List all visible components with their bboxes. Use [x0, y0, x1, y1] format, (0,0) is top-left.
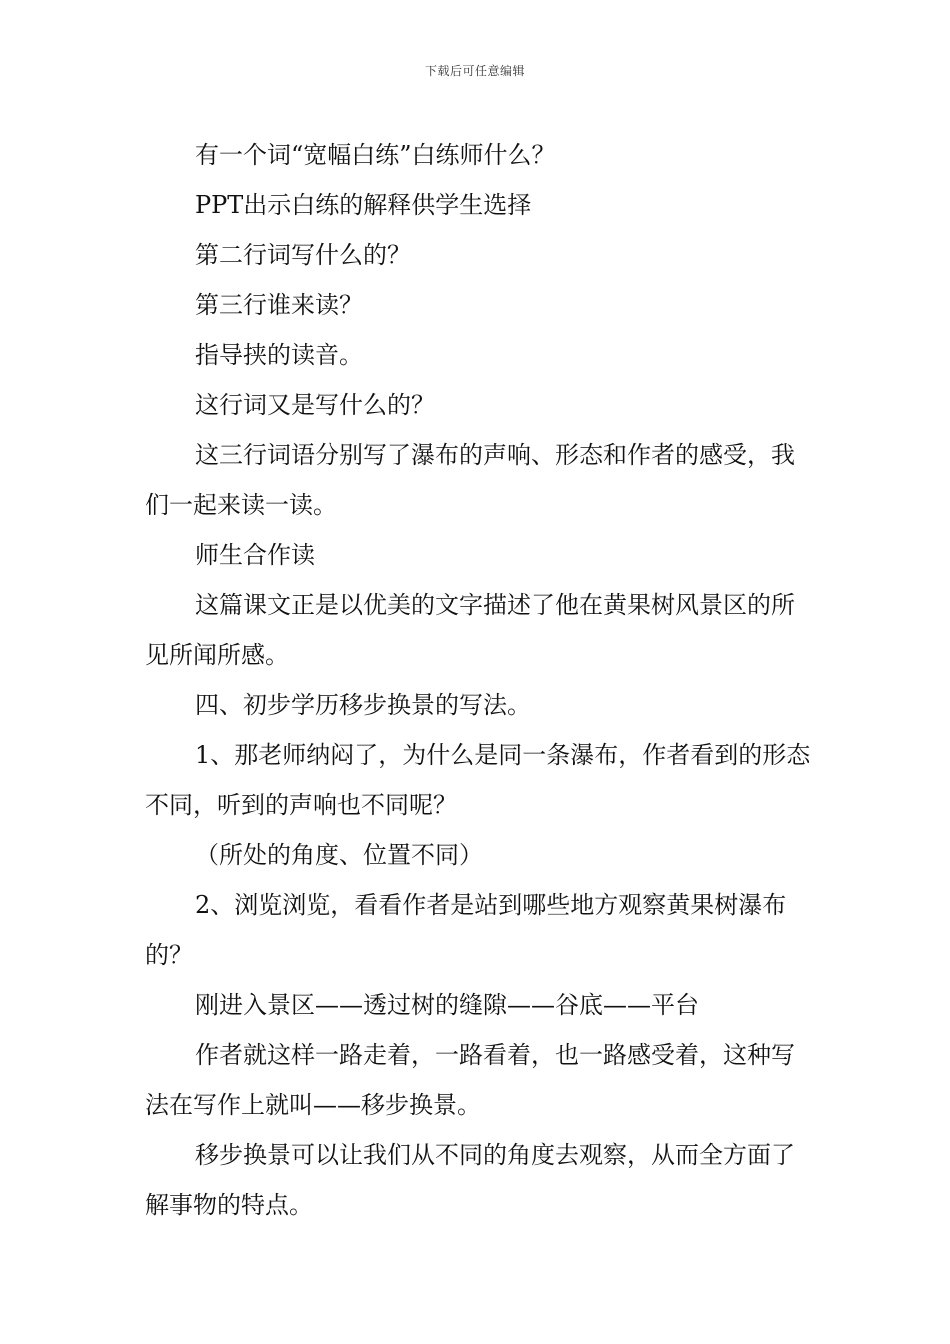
paragraph-3: 第二行词写什么的？: [195, 241, 411, 269]
paragraph-9: 这篇课文正是以优美的文字描述了他在黄果树风景区的所见所闻所感。: [145, 591, 795, 669]
paragraph-10: 四、初步学历移步换景的写法。: [195, 691, 531, 719]
paragraph-12: （所处的角度、位置不同）: [195, 841, 483, 869]
paragraph-8: 师生合作读: [195, 541, 315, 569]
document-body: [145, 130, 815, 1230]
page-header: 下载后可任意编辑: [424, 64, 525, 78]
paragraph-14: 刚进入景区——透过树的缝隙——谷底——平台: [195, 991, 699, 1019]
paragraph-1: 有一个词“宽幅白练”白练师什么？: [195, 141, 556, 169]
paragraph-6: 这行词又是写什么的？: [195, 391, 435, 419]
paragraph-7: 这三行词语分别写了瀑布的声响、形态和作者的感受，我们一起来读一读。: [145, 441, 795, 519]
paragraph-5: 指导挟的读音。: [195, 341, 363, 369]
paragraph-11: 1、那老师纳闷了，为什么是同一条瀑布，作者看到的形态不同，听到的声响也不同呢？: [145, 741, 811, 819]
paragraph-15: 作者就这样一路走着，一路看着，也一路感受着，这种写法在写作上就叫——移步换景。: [145, 1041, 795, 1119]
paragraph-13: 2、浏览浏览，看看作者是站到哪些地方观察黄果树瀑布的？: [145, 891, 787, 969]
paragraph-2: PPT出示白练的解释供学生选择: [195, 191, 532, 219]
paragraph-16: 移步换景可以让我们从不同的角度去观察，从而全方面了解事物的特点。: [145, 1141, 795, 1219]
paragraph-4: 第三行谁来读？: [195, 291, 363, 319]
